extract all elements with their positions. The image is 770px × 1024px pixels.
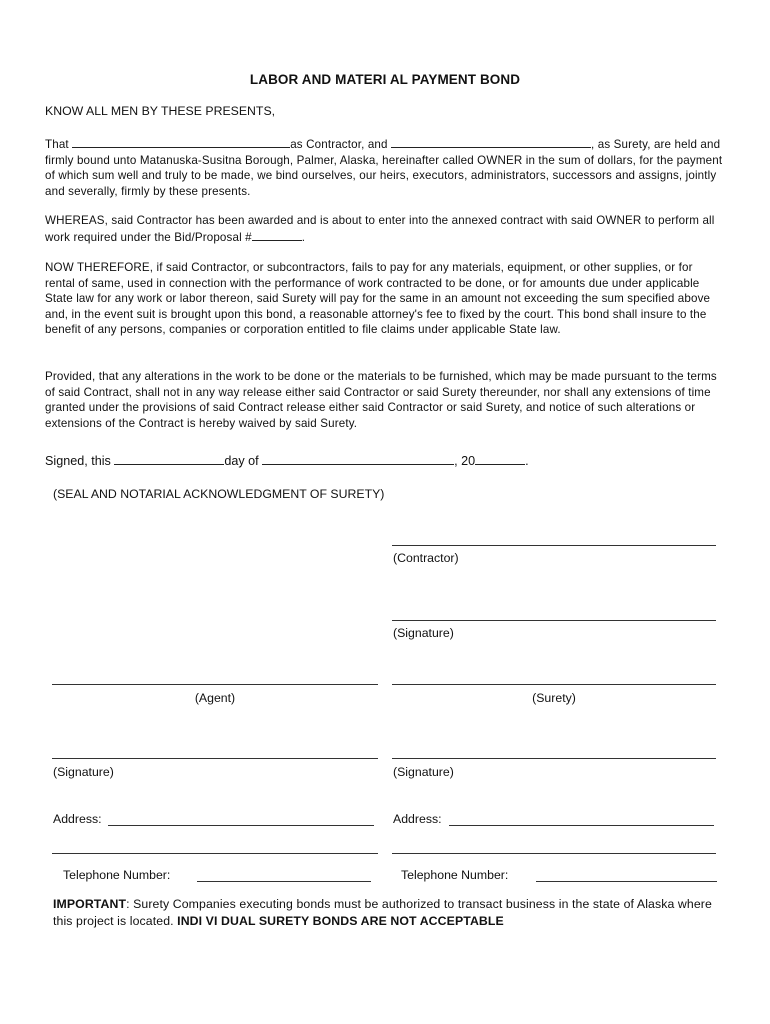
signed-day-field[interactable] (114, 453, 224, 465)
surety-signature-label: (Signature) (393, 765, 454, 779)
agent-label: (Agent) (194, 691, 236, 705)
as-contractor-label: as Contractor, and (290, 138, 388, 151)
as-surety-label: , as Surety, are held (591, 138, 698, 151)
surety-label: (Surety) (532, 691, 576, 705)
bond-paragraph-parties (45, 136, 725, 199)
parties-paragraph-text: and firmly bound unto Matanuska-Susitna Borough, Palmer, Alaska, hereinafter called OWNER in the sum of dollars, for the payment of which sum well and truly to be made, we bind ourselves, our heirs, executors, administrators, successors and assigns, jointly and severally, firmly by these presents. (45, 138, 723, 198)
important-label: IMPORTANT (53, 897, 127, 911)
surety-name-field[interactable] (391, 136, 591, 148)
contractor-signature-line[interactable] (392, 545, 716, 546)
bid-proposal-number-field[interactable] (252, 229, 302, 241)
document-title: LABOR AND MATERI AL PAYMENT BOND (249, 72, 521, 87)
contractor-signature-label: (Signature) (393, 626, 454, 640)
individual-surety-warning: INDI VI DUAL SURETY BONDS ARE NOT ACCEPTABLE (177, 914, 504, 928)
that-label: That (45, 138, 69, 151)
surety-line[interactable] (392, 684, 716, 685)
important-text: : Surety Companies executing bonds must be authorized to transact business in the state of Alaska where this project is located. (53, 897, 712, 928)
signed-line: Signed, this day of , 20 . (45, 454, 529, 468)
year-label: , 20 (454, 454, 476, 468)
now-therefore-paragraph: NOW THEREFORE, if said Contractor, or subcontractors, fails to pay for any materials, equipment, or other supplies, or for rental of same, used in connection with the performance of work contracted to be done, or for amounts due under applicable State law for any work or labor thereon, said Surety will pay for the same in an amount not exceeding the sum specified above and, in the event suit is brought upon this bond, a reasonable attorney's fee to fixed by the court. This bond shall insure to the benefit of any persons, companies or corporation entitled to file claims under applicable State law. (45, 261, 711, 337)
day-of-label: day of (224, 454, 259, 468)
whereas-paragraph: WHEREAS, said Contractor has been awarded and is about to enter into the annexed contract with said OWNER to perform all work required under the Bid/Proposal # . (45, 214, 715, 244)
agent-address-label: Address: (53, 812, 102, 826)
whereas-text: WHEREAS, said Contractor has been awarded and is about to enter into the annexed contract with said OWNER to perform all work required under the Bid/Proposal # (45, 214, 715, 244)
agent-telephone-label: Telephone Number: (63, 868, 171, 882)
signed-month-field[interactable] (262, 453, 454, 465)
agent-address-field[interactable] (108, 825, 374, 826)
seal-notice: (SEAL AND NOTARIAL ACKNOWLEDGMENT OF SURETY) (53, 487, 385, 501)
contractor-name-field[interactable] (72, 136, 290, 148)
intro-heading: KNOW ALL MEN BY THESE PRESENTS, (45, 104, 276, 118)
surety-signature-line[interactable] (392, 758, 716, 759)
agent-telephone-field[interactable] (197, 881, 371, 882)
agent-line[interactable] (52, 684, 378, 685)
agent-signature-line[interactable] (52, 758, 378, 759)
agent-address-line-2[interactable] (52, 853, 378, 854)
agent-signature-label: (Signature) (53, 765, 114, 779)
surety-address-field[interactable] (449, 825, 714, 826)
surety-telephone-label: Telephone Number: (401, 868, 509, 882)
surety-address-label: Address: (393, 812, 442, 826)
surety-address-line-2[interactable] (392, 853, 716, 854)
provided-paragraph: Provided, that any alterations in the work to be done or the materials to be furnished, which may be made pursuant to the terms of said Contract, shall not in any way release either said Contractor or said Surety thereunder, nor shall any extensions of time granted under the provisions of said Contract release either said Contractor or said Surety, and notice of such alterations or extensions of the Contract is hereby waived by said Surety. (45, 370, 717, 430)
surety-telephone-field[interactable] (536, 881, 717, 882)
contractor-signature-line-2[interactable] (392, 620, 716, 621)
contractor-label: (Contractor) (393, 551, 459, 565)
important-notice (53, 896, 733, 930)
signed-label: Signed, this (45, 454, 111, 468)
signed-year-field[interactable] (475, 453, 525, 465)
